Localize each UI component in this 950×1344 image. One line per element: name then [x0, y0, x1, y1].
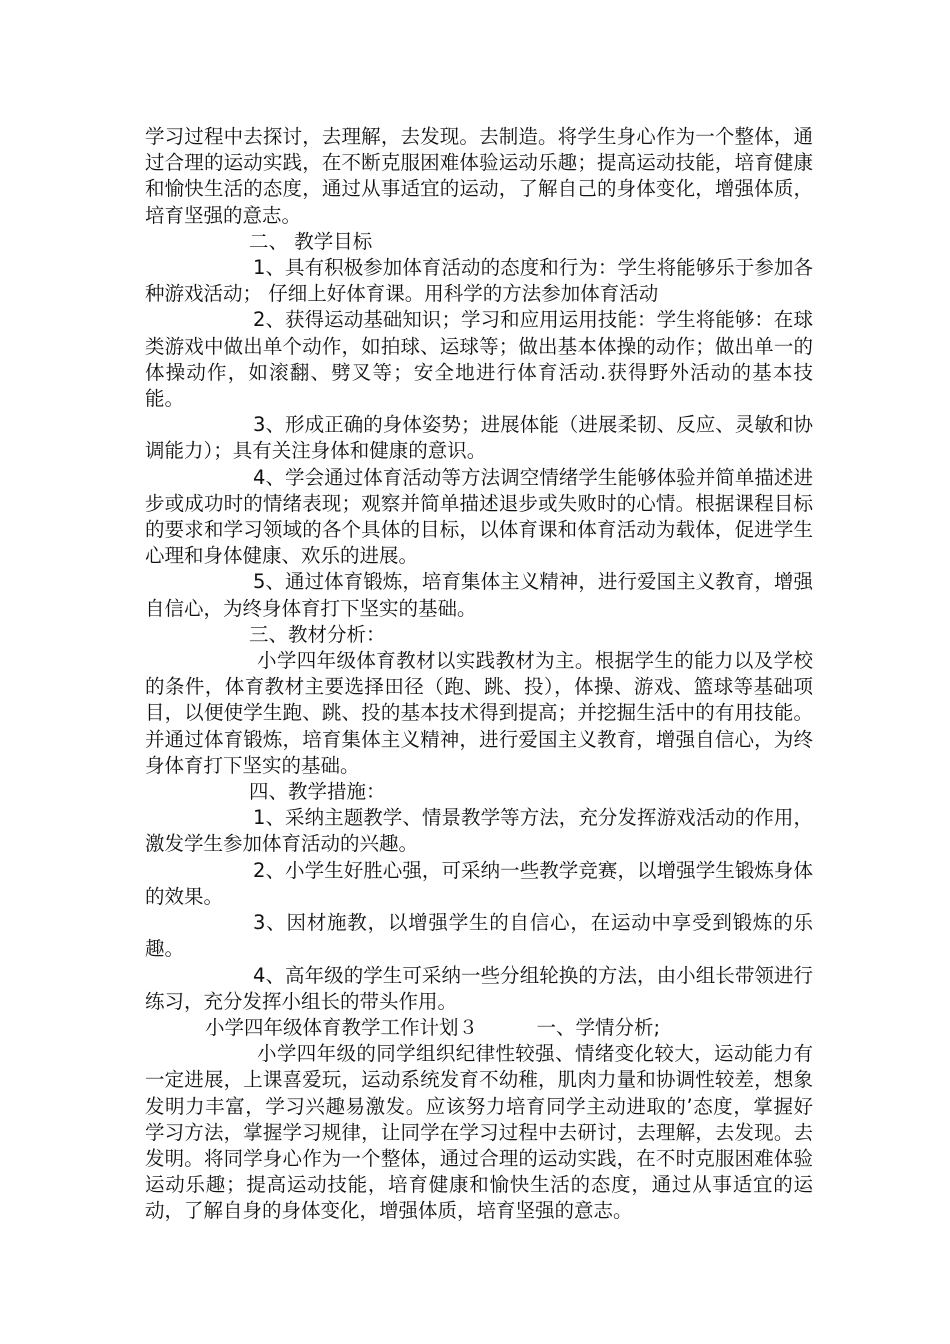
heading-teaching-measures: 四、教学措施： — [249, 780, 386, 804]
document-page — [145, 124, 813, 1225]
paragraph-material-analysis: 小学四年级体育教材以实践教材为主。根据学生的能力以及学校的条件，体育教材主要选择田径（跑、跳、投），体操、游戏、篮球等基础项目，以便使学生跑、跳、投的基本技术得到提高；并挖掘生活中的有用技能。并通过体育锻炼，培育集体主义精神，进行爱国主义教育，增强自信心，为终身体育打下坚实的基础。 — [145, 649, 813, 777]
paragraph-intro-continued: 学习过程中去探讨，去理解，去发现。去制造。将学生身心作为一个整体，通过合理的运动实践，在不断克服困难体验运动乐趣；提高运动技能，培育健康和愉快生活的态度，通过从事适宜的运动，了解自己的身体变化，增强体质，培育坚强的意志。 — [145, 125, 813, 227]
heading-material-analysis: 三、教材分析： — [249, 622, 386, 646]
goal-item-3: 3、形成正确的身体姿势；进展体能（进展柔韧、反应、灵敏和协调能力）；具有关注身体和健康的意识。 — [145, 413, 813, 463]
goal-item-4: 4、学会通过体育活动等方法调空情绪学生能够体验并简单描述进步或成功时的情绪表现；观察并简单描述退步或失败时的心情。根据课程目标的要求和学习领域的各个具体的目标，以体育课和体育活动为载体，促进学生心理和身体健康、欢乐的进展。 — [145, 465, 813, 568]
goal-item-1: 1、具有积极参加体育活动的态度和行为：学生将能够乐于参加各种游戏活动； 仔细上好体育课。用科学的方法参加体育活动 — [145, 256, 813, 306]
measure-item-1: 1、采纳主题教学、情景教学等方法，充分发挥游戏活动的作用，激发学生参加体育活动的兴趣。 — [145, 806, 813, 856]
section-title-plan-3: 小学四年级体育教学工作计划３ 一、学情分析; — [205, 1015, 661, 1039]
heading-teaching-goals: 二、 教学目标 — [249, 229, 373, 253]
measure-item-4: 4、高年级的学生可采纳一些分组轮换的方法，由小组长带领进行练习，充分发挥小组长的带头作用。 — [145, 963, 813, 1013]
goal-item-5: 5、通过体育锻炼，培育集体主义精神，进行爱国主义教育，增强自信心，为终身体育打下坚实的基础。 — [145, 570, 813, 620]
goal-item-2: 2、获得运动基础知识；学习和应用运用技能：学生将能够：在球类游戏中做出单个动作，如拍球、运球等；做出基本体操的动作；做出单一的体操动作，如滚翻、劈叉等；安全地进行体育活动.获得野外活动的基本技能。 — [145, 308, 813, 411]
measure-item-3: 3、因材施教，以增强学生的自信心，在运动中享受到锻炼的乐趣。 — [145, 911, 813, 961]
paragraph-student-analysis: 小学四年级的同学组织纪律性较强、情绪变化较大，运动能力有一定进展，上课喜爱玩，运动系统发育不幼稚，肌肉力量和协调性较差，想象发明力丰富，学习兴趣易激发。应该努力培育同学主动进取的’态度，掌握好学习方法，掌握学习规律，让同学在学习过程中去研讨，去理解，去发现。去发明。将同学身心作为一个整体，通过合理的运动实践，在不时克服困难体验运动乐趣；提高运动技能，培育健康和愉快生活的态度，通过从事适宜的运动，了解自身的身体变化，增强体质，培育坚强的意志。 — [145, 1042, 813, 1223]
measure-item-2: 2、小学生好胜心强，可采纳一些教学竞赛，以增强学生锻炼身体的效果。 — [145, 858, 813, 908]
